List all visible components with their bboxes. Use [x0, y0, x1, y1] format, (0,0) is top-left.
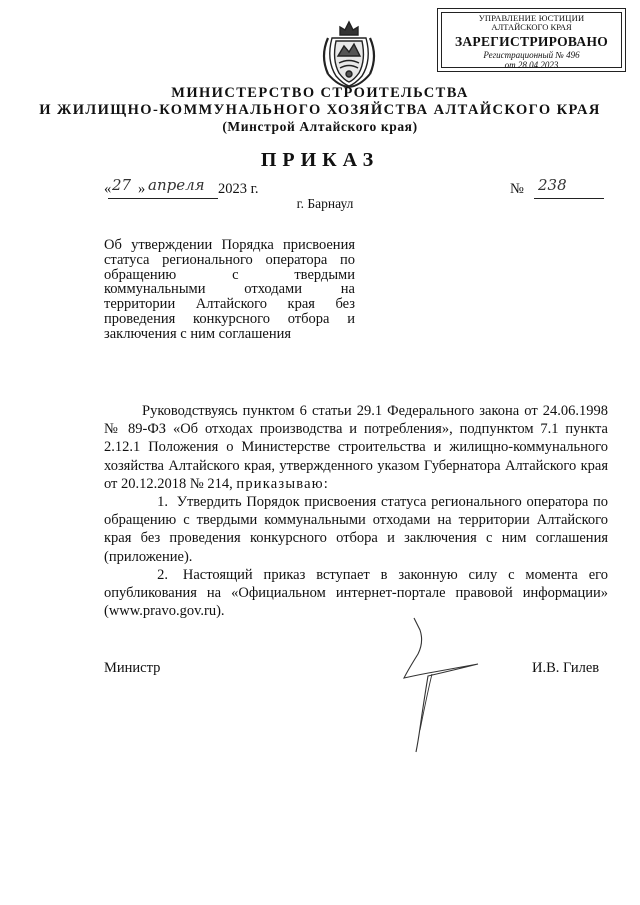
item-text: Утвердить Порядок присвоения статуса регионального оператора по обращению с твердыми коммунальными отходами на территории Алтайского края без проведения конкурсного отбора и заключения с ним соглашения (приложение). — [104, 494, 608, 565]
item-number: 2. — [157, 566, 168, 583]
date-day-handwritten: 27 — [112, 176, 132, 194]
stamp-reg-number: Регистрационный № 496 — [483, 50, 580, 60]
date-year: 2023 г. — [218, 181, 259, 197]
item-text: Настоящий приказ вступает в законную силу с момента его опубликования на «Официальном интернет-портале правовой информации» (www.pravo.gov.ru). — [104, 566, 608, 620]
stamp-dept-line1: УПРАВЛЕНИЕ ЮСТИЦИИ — [478, 13, 585, 23]
stamp-reg-date: от 28.04.2023 — [504, 60, 559, 70]
coat-of-arms-icon — [318, 16, 380, 88]
order-date — [104, 176, 294, 198]
document-type-title: ПРИКАЗ — [260, 149, 380, 171]
number-sign: № — [510, 181, 524, 197]
stamp-dept-line2: АЛТАЙСКОГО КРАЯ — [491, 22, 572, 32]
order-body — [104, 402, 608, 620]
date-quote-close: » — [138, 181, 146, 197]
date-quote-open: « — [104, 181, 112, 197]
ministry-short-name: (Минстрой Алтайского края) — [222, 119, 418, 134]
signatory-name: И.В. Гилев — [532, 660, 600, 676]
ministry-name-line1: МИНИСТЕРСТВО СТРОИТЕЛЬСТВА — [171, 85, 469, 101]
registration-stamp — [437, 8, 626, 72]
order-number — [510, 176, 605, 198]
order-directive: приказываю: — [236, 475, 330, 492]
item-number: 1. — [157, 494, 168, 511]
registration-stamp-inner — [441, 12, 622, 68]
date-month-handwritten: апреля — [148, 176, 205, 194]
order-item-2 — [104, 566, 608, 621]
preamble — [104, 402, 608, 493]
stamp-status: ЗАРЕГИСТРИРОВАНО — [454, 34, 609, 49]
order-subject: Об утверждении Порядка присвоения статуса регионального оператора по обращению с твердыми коммунальными отходами на территории Алтайского края без проведения конкурсного отбора и заключения с ним соглашения — [104, 237, 355, 342]
signatory-title: Министр — [104, 660, 161, 676]
preamble-text: Руководствуясь пунктом 6 статьи 29.1 Федерального закона от 24.06.1998 № 89-ФЗ «Об отходах производства и потребления», подпунктом 7.1 пункта 2.12.1 Положения о Министерстве строительства и жилищно-коммунального хозяйства Алтайского края, утвержденного указом Губернатора Алтайского края от 20.12.2018 № 214, — [104, 403, 608, 492]
ministry-name-line2: И ЖИЛИЩНО-КОММУНАЛЬНОГО ХОЗЯЙСТВА АЛТАЙСКОГО КРАЯ — [39, 102, 601, 118]
handwritten-signature — [396, 610, 486, 760]
order-number-handwritten: 238 — [538, 176, 567, 194]
city: г. Барнаул — [296, 196, 354, 211]
order-item-1 — [104, 493, 608, 566]
